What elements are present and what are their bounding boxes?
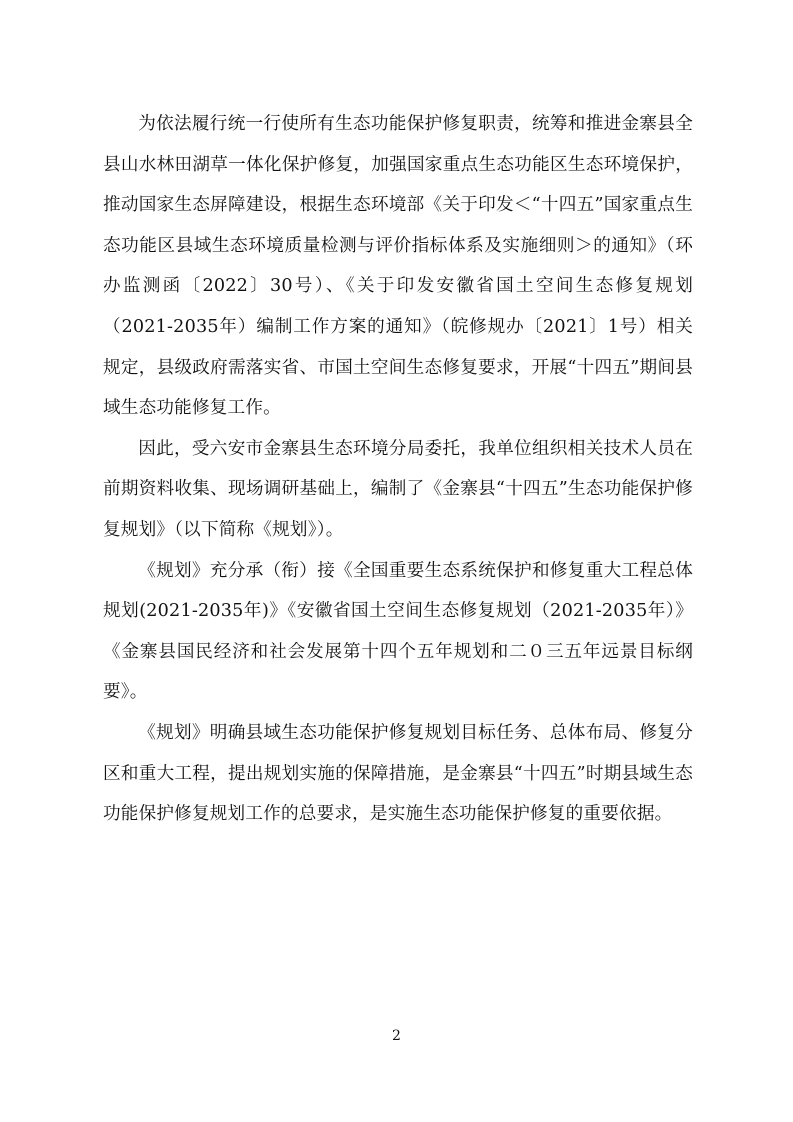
- document-body: [103, 104, 693, 835]
- paragraph-4: 《规划》明确县域生态功能保护修复规划目标任务、总体布局、修复分区和重大工程，提出规划实施的保障措施，是金寨县“十四五”时期县域生态功能保护修复规划工作的总要求，是实施生态功能保护修复的重要依据。: [103, 722, 693, 825]
- page-number: 2: [392, 1028, 401, 1044]
- paragraph-2: 因此，受六安市金寨县生态环境分局委托，我单位组织相关技术人员在前期资料收集、现场调研基础上，编制了《金寨县“十四五”生态功能保护修复规划》（以下简称《规划》）。: [103, 438, 693, 540]
- paragraph-3: 《规划》充分承（衔）接《全国重要生态系统保护和修复重大工程总体规划(2021-2035年)》《安徽省国土空间生态修复规划（2021-2035年）》《金寨县国民经济和社会发展第十四个五年规划和二０三五年远景目标纲要》。: [103, 560, 693, 703]
- paragraph-1: 为依法履行统一行使所有生态功能保护修复职责，统筹和推进金寨县全县山水林田湖草一体化保护修复，加强国家重点生态功能区生态环境保护，推动国家生态屏障建设，根据生态环境部《关于印发＜“十四五”国家重点生态功能区县域生态环境质量检测与评价指标体系及实施细则＞的通知》（环办监测函〔2022〕30号）、《关于印发安徽省国土空间生态修复规划（2021-2035年）编制工作方案的通知》（皖修规办〔2021〕1号）相关规定，县级政府需落实省、市国土空间生态修复要求，开展“十四五”期间县域生态功能修复工作。: [103, 114, 693, 419]
